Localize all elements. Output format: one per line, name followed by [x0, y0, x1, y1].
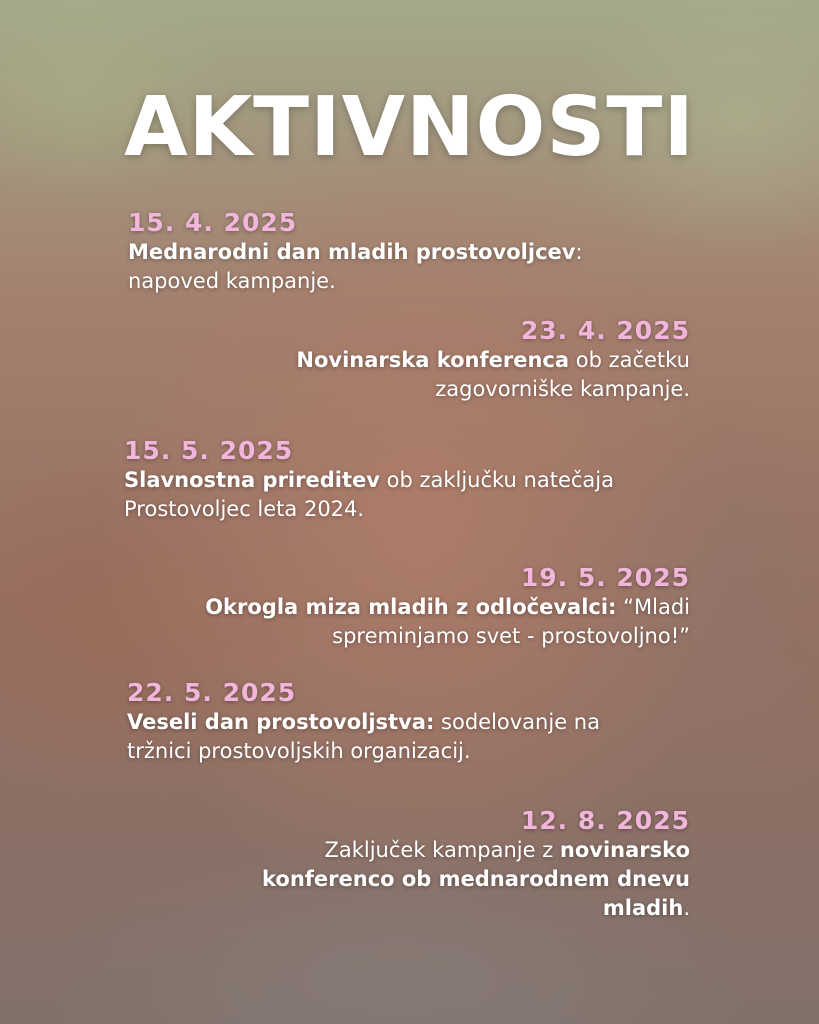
event-title: Okrogla miza mladih z odločevalci:	[205, 595, 617, 619]
event-date: 22. 5. 2025	[127, 678, 297, 707]
event-detail: “Mladi spreminjamo svet - prostovoljno!”	[332, 595, 690, 648]
event-description	[127, 708, 667, 766]
event-description	[124, 466, 684, 524]
event-description	[210, 346, 690, 404]
event-date: 15. 5. 2025	[124, 436, 294, 465]
event-item	[124, 436, 684, 524]
event-description	[200, 836, 690, 923]
event-date: 19. 5. 2025	[520, 563, 690, 592]
event-detail: ob zaključku natečaja Prostovoljec leta 2024.	[124, 468, 614, 521]
event-item	[210, 316, 690, 404]
event-detail: : napoved kampanje.	[128, 240, 583, 293]
event-item	[200, 806, 690, 923]
event-description	[128, 238, 648, 296]
page-title: AKTIVNOSTI	[124, 80, 695, 175]
event-description	[150, 593, 690, 651]
event-title: Mednarodni dan mladih prostovoljcev	[128, 240, 576, 264]
event-detail: .	[683, 896, 690, 920]
event-item	[128, 208, 648, 296]
event-date: 15. 4. 2025	[128, 208, 298, 237]
event-title: Novinarska konferenca	[296, 348, 570, 372]
event-title: Slavnostna prireditev	[124, 468, 380, 492]
event-date: 23. 4. 2025	[520, 316, 690, 345]
event-title: Veseli dan prostovoljstva:	[127, 710, 435, 734]
event-date: 12. 8. 2025	[520, 806, 690, 835]
event-item	[127, 678, 667, 766]
event-item	[150, 563, 690, 651]
event-detail: ob začetku zagovorniške kampanje.	[435, 348, 690, 401]
event-title: novinarsko konferenco ob mednarodnem dnevu mladih	[261, 838, 690, 920]
event-detail: sodelovanje na tržnici prostovoljskih organizacij.	[127, 710, 600, 763]
event-intro: Zaključek kampanje z	[324, 838, 560, 862]
